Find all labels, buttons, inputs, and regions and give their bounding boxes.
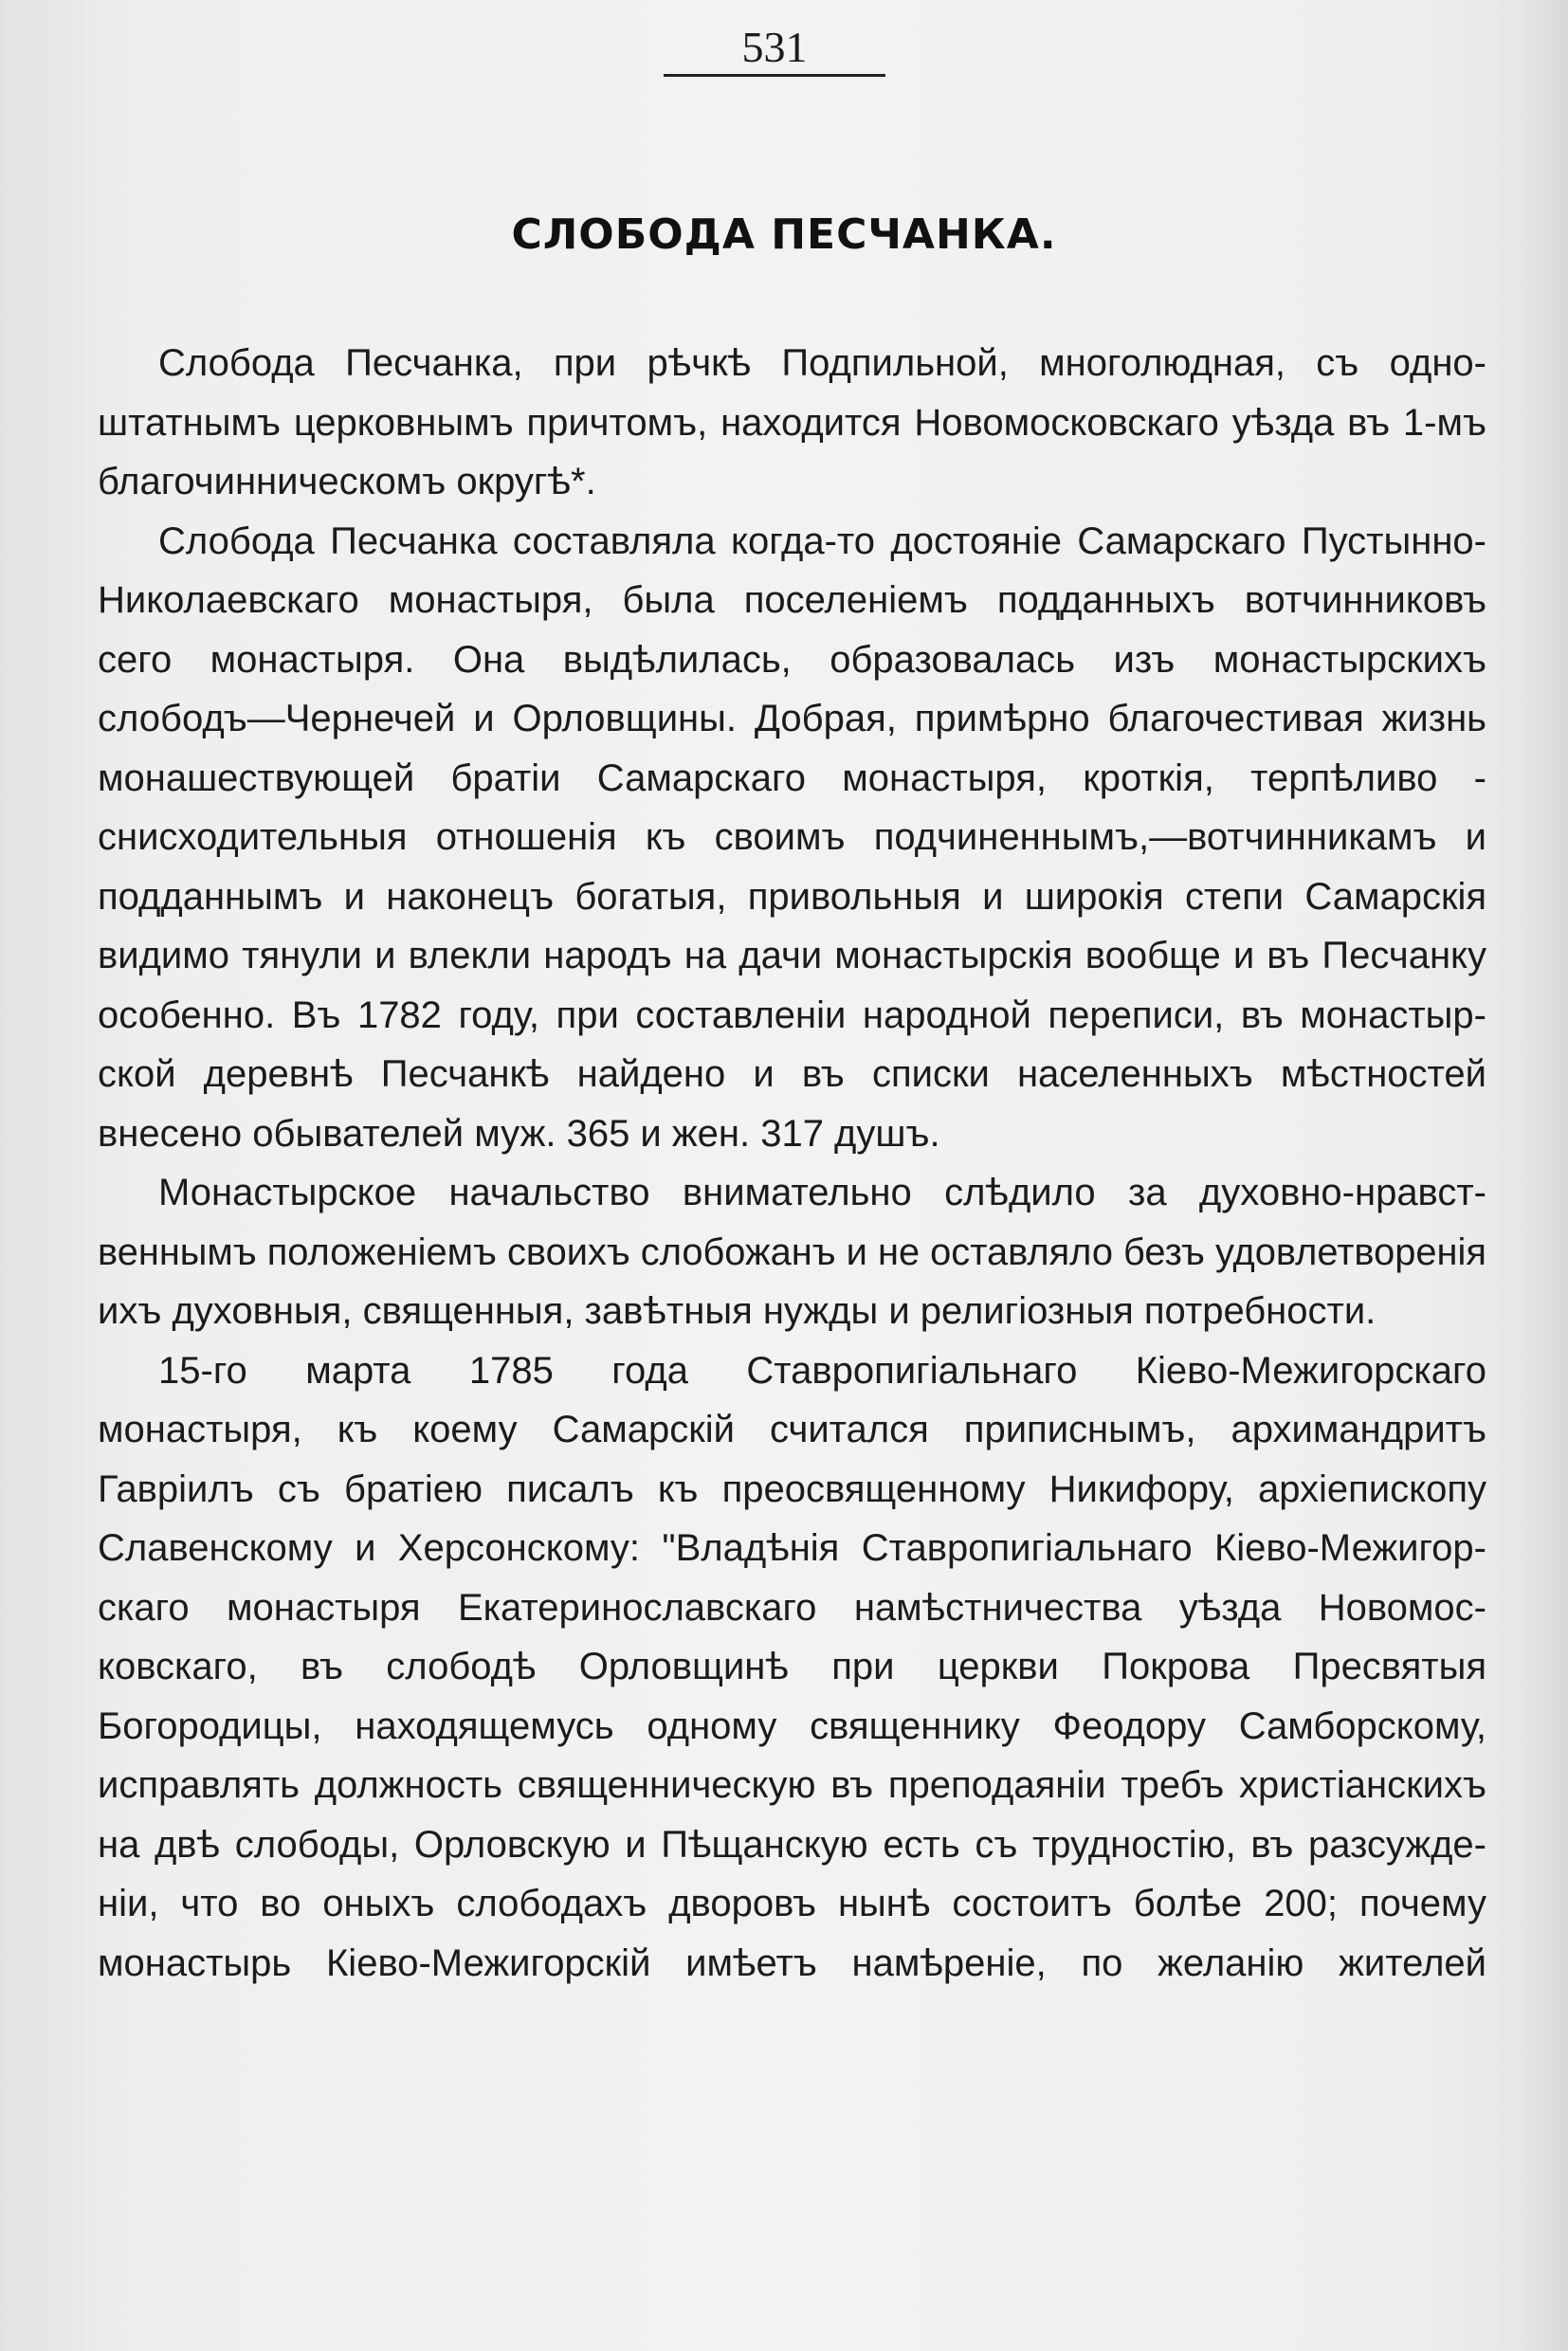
page-title: СЛОБОДА ПЕСЧАНКА. bbox=[511, 210, 1057, 259]
text-line: монастыря, къ коему Самарскій считался приписнымъ, архимандритъ bbox=[98, 1409, 1486, 1450]
text-line: 15-го марта 1785 года Ставропигіальнаго Кіево-Межигорскаго bbox=[158, 1349, 1486, 1392]
text-line: ніи, что во оныхъ слободахъ дворовъ нынѣ состоитъ болѣе 200; почему bbox=[98, 1883, 1486, 1924]
page-number-rule bbox=[664, 74, 885, 77]
text-line: Гавріилъ съ братіею писалъ къ преосвященному Никифору, архіепископу bbox=[98, 1467, 1486, 1510]
text-line: особенно. Въ 1782 году, при составленіи народной переписи, въ монастыр- bbox=[98, 993, 1486, 1036]
text-line: внесено обывателей муж. 365 и жен. 317 душъ. bbox=[98, 1112, 940, 1155]
text-line: исправлять должность священническую въ преподаяніи требъ христіанскихъ bbox=[98, 1764, 1486, 1806]
page-edge-shadow bbox=[1511, 0, 1568, 2351]
text-line: ской деревнѣ Песчанкѣ найдено и въ списки населенныхъ мѣстностей bbox=[98, 1053, 1486, 1095]
text-line: Монастырское начальство внимательно слѣдило за духовно-нравст- bbox=[158, 1172, 1486, 1213]
text-line: благочинническомъ округѣ*. bbox=[98, 461, 596, 502]
text-line: Слобода Песчанка составляла когда-то достояніе Самарскаго Пустынно- bbox=[158, 519, 1486, 562]
text-line: монастырь Кіево-Межигорскій имѣетъ намѣреніе, по желанію жителей bbox=[98, 1941, 1486, 1984]
body-text bbox=[98, 334, 1486, 1993]
text-line: монашествующей братіи Самарскаго монастыря, кроткія, терпѣливо - bbox=[98, 756, 1486, 799]
text-line: Богородицы, находящемусь одному священнику Феодору Самборскому, bbox=[98, 1704, 1486, 1747]
text-line: слободъ—Чернечей и Орловщины. Добрая, примѣрно благочестивая жизнь bbox=[98, 698, 1486, 739]
text-line: на двѣ слободы, Орловскую и Пѣщанскую есть съ трудностію, въ разсужде- bbox=[98, 1823, 1486, 1866]
text-line: Слобода Песчанка, при рѣчкѣ Подпильной, многолюдная, съ одно- bbox=[158, 342, 1486, 384]
page-number: 531 bbox=[741, 23, 808, 71]
text-line: видимо тянули и влекли народъ на дачи монастырскія вообще и въ Песчанку bbox=[98, 935, 1486, 976]
text-line: снисходительныя отношенія къ своимъ подчиненнымъ,—вотчинникамъ и bbox=[98, 816, 1486, 858]
text-line: штатнымъ церковнымъ причтомъ, находится Новомосковскаго уѣзда въ 1-мъ bbox=[98, 401, 1486, 444]
text-line: Николаевскаго монастыря, была поселеніемъ подданныхъ вотчинниковъ bbox=[98, 579, 1486, 621]
text-line: ихъ духовныя, священныя, завѣтныя нужды и религіозныя потребности. bbox=[98, 1290, 1377, 1332]
text-line: ковскаго, въ слободѣ Орловщинѣ при церкви Покрова Пресвятыя bbox=[98, 1646, 1486, 1687]
text-line: подданнымъ и наконецъ богатыя, привольныя и широкія степи Самарскія bbox=[98, 875, 1486, 918]
text-line: веннымъ положеніемъ своихъ слобожанъ и не оставляло безъ удовлетворенія bbox=[98, 1230, 1486, 1273]
text-line: Славенскому и Херсонскому: "Владѣнія Ставропигіальнаго Кіево-Межигор- bbox=[98, 1527, 1486, 1569]
text-line: сего монастыря. Она выдѣлилась, образовалась изъ монастырскихъ bbox=[98, 638, 1486, 681]
text-line: скаго монастыря Екатеринославскаго намѣстничества уѣзда Новомос- bbox=[98, 1586, 1486, 1629]
